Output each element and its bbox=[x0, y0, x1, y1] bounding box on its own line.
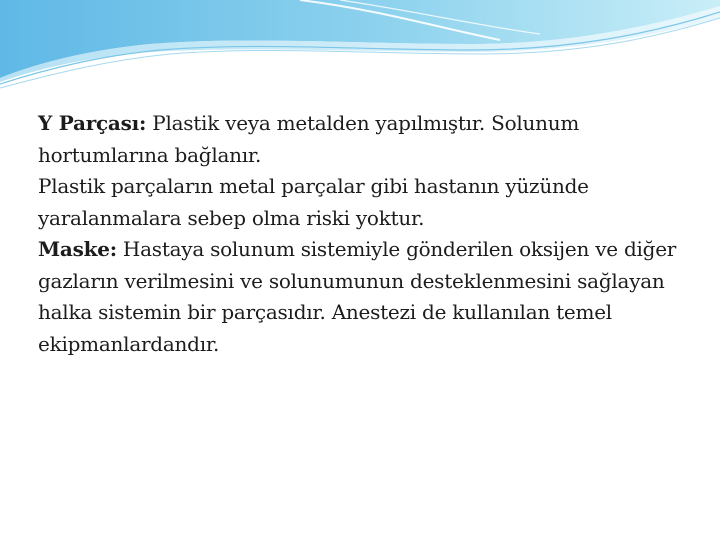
slide-body bbox=[38, 108, 678, 360]
paragraph-y-piece bbox=[38, 108, 678, 171]
term-y-piece: Y Parçası: bbox=[38, 111, 147, 135]
decorative-wave-header bbox=[0, 0, 720, 95]
text-plastic-parts: Plastik parçaların metal parçalar gibi hastanın yüzünde yaralanmalara sebep olma riski yoktur. bbox=[38, 174, 589, 230]
text-y-piece: Plastik veya metalden yapılmıştır. Solunum hortumlarına bağlanır. bbox=[38, 111, 580, 167]
term-mask: Maske: bbox=[38, 237, 117, 261]
paragraph-plastic-parts bbox=[38, 171, 678, 234]
paragraph-mask bbox=[38, 234, 678, 360]
text-mask: Hastaya solunum sistemiyle gönderilen oksijen ve diğer gazların verilmesini ve solunumunun desteklenmesini sağlayan halka sistemin bir parçasıdır. Anestezi de kullanılan temel ekipmanlardandır. bbox=[38, 237, 677, 356]
